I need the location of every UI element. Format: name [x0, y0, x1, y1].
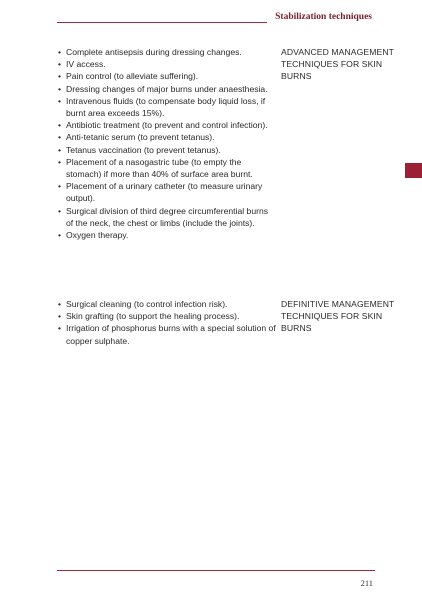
list-item: • Surgical cleaning (to control infection risk).	[58, 298, 276, 310]
list-item: • Complete antisepsis during dressing changes.	[58, 46, 276, 58]
advanced-management-heading: ADVANCED MANAGEMENT TECHNIQUES FOR SKIN BURNS	[281, 47, 394, 82]
list-item: • Antibiotic treatment (to prevent and control infection).	[58, 119, 276, 131]
definitive-management-heading: DEFINITIVE MANAGEMENT TECHNIQUES FOR SKIN BURNS	[281, 299, 395, 334]
footer-rule	[57, 570, 375, 571]
list-item: • Intravenous fluids (to compensate body liquid loss, if burnt area exceeds 15%).	[58, 95, 276, 119]
list-item: • Placement of a nasogastric tube (to empty the stomach) if more than 40% of surface area burnt.	[58, 156, 276, 180]
header-rule	[57, 22, 267, 23]
list-item: • Pain control (to alleviate suffering).	[58, 70, 276, 82]
list-item: • Skin grafting (to support the healing process).	[58, 310, 276, 322]
list-item: • Surgical division of third degree circumferential burns of the neck, the chest or limbs (include the joints).	[58, 205, 276, 229]
list-item: • Irrigation of phosphorus burns with a special solution of copper sulphate.	[58, 322, 276, 346]
running-head: Stabilization techniques	[275, 12, 372, 22]
list-item: • Placement of a urinary catheter (to measure urinary output).	[58, 180, 276, 204]
list-item: • Dressing changes of major burns under anaesthesia.	[58, 83, 276, 95]
page-number: 211	[360, 578, 373, 588]
advanced-management-list	[58, 46, 276, 241]
chapter-tab-marker	[405, 163, 422, 178]
list-item: • Anti-tetanic serum (to prevent tetanus).	[58, 131, 276, 143]
list-item: • Oxygen therapy.	[58, 229, 276, 241]
definitive-management-list	[58, 298, 276, 347]
list-item: • IV access.	[58, 58, 276, 70]
list-item: • Tetanus vaccination (to prevent tetanus).	[58, 144, 276, 156]
